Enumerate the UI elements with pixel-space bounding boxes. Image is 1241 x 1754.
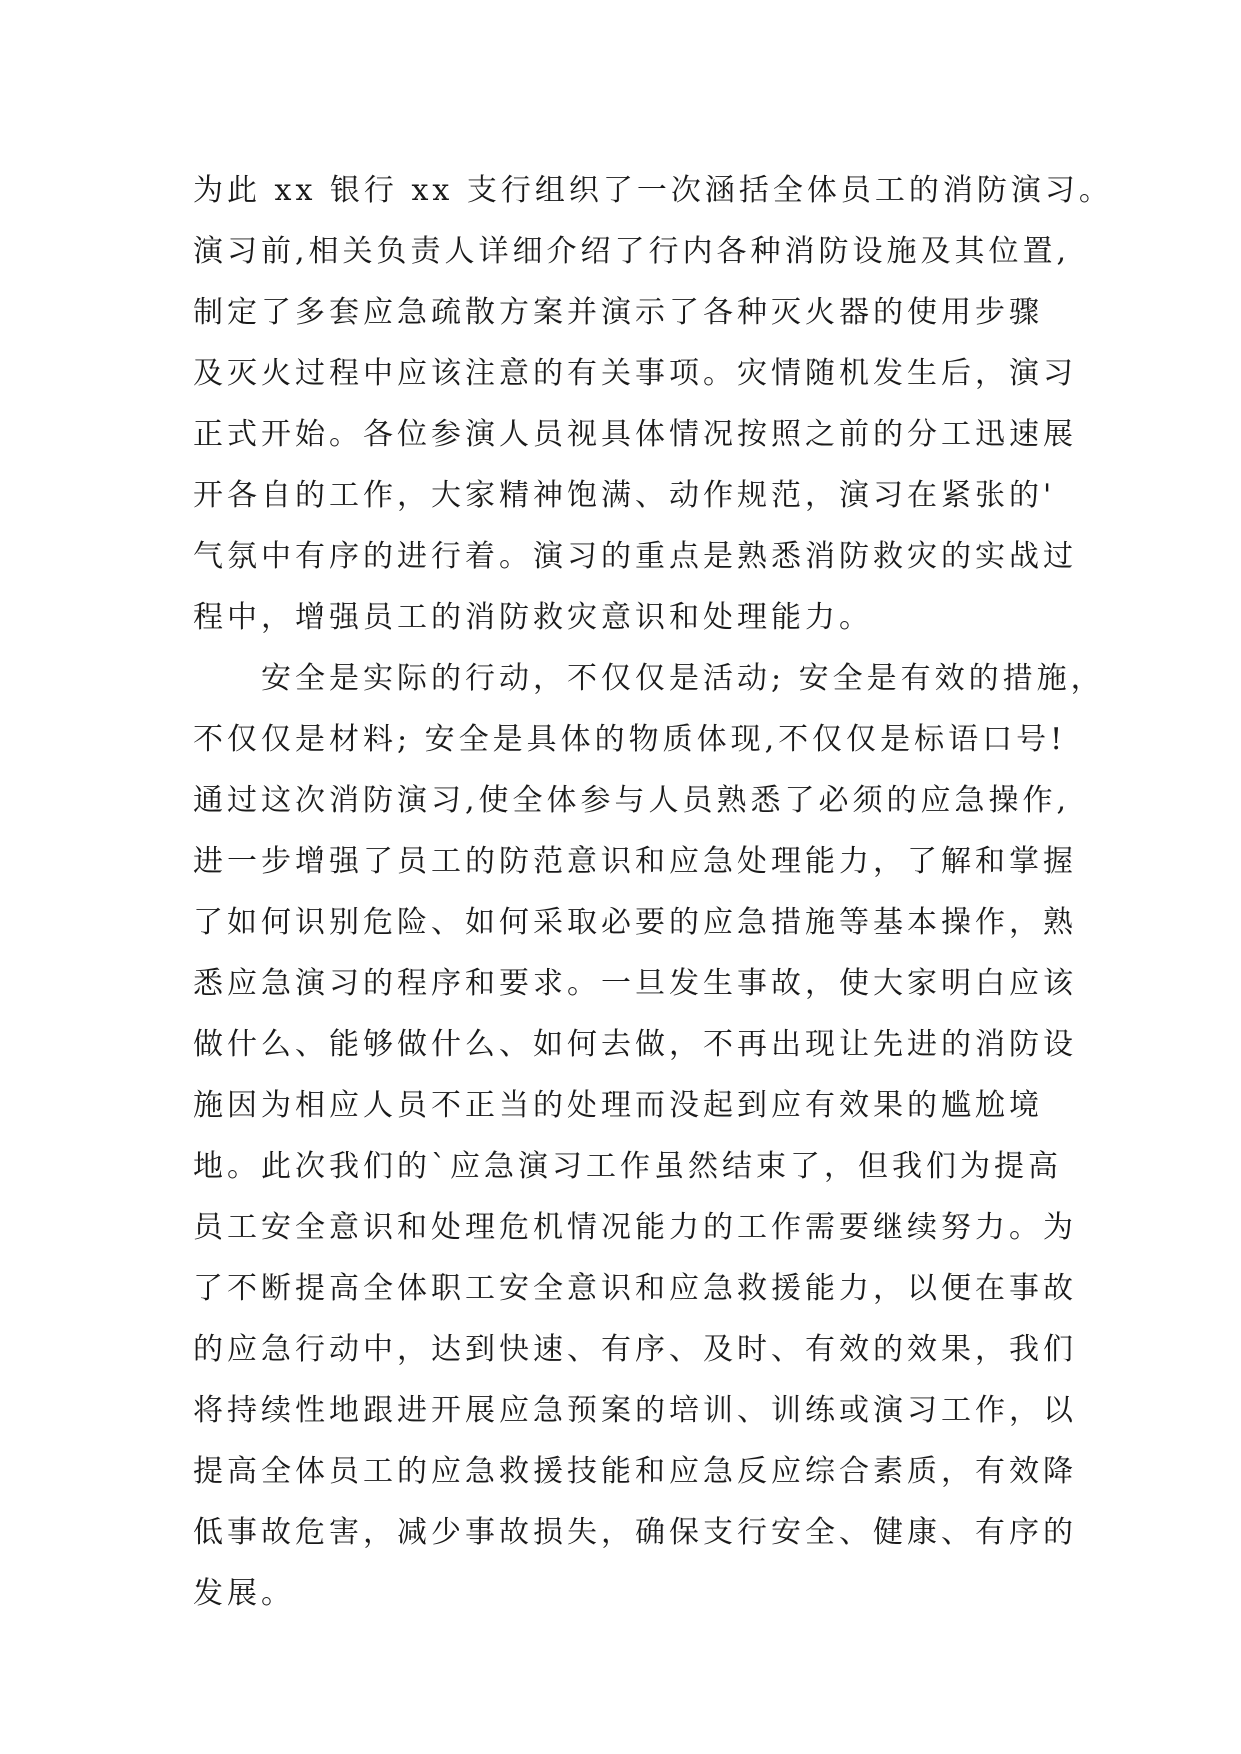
text-line: 了如何识别危险、如何采取必要的应急措施等基本操作，熟: [193, 905, 1077, 940]
text-line: 开各自的工作，大家精神饱满、动作规范，演习在紧张的': [193, 478, 1056, 513]
text-line: 通过这次消防演习,使全体参与人员熟悉了必须的应急操作,: [193, 783, 1071, 818]
text-line: 不仅仅是材料; 安全是具体的物质体现,不仅仅是标语口号!: [193, 722, 1067, 757]
text-line: 及灭火过程中应该注意的有关事项。灾情随机发生后，演习: [193, 356, 1077, 391]
text-line: 气氛中有序的进行着。演习的重点是熟悉消防救灾的实战过: [193, 539, 1077, 574]
text-line: 制定了多套应急疏散方案并演示了各种灭火器的使用步骤: [193, 295, 1043, 330]
text-line: 程中，增强员工的消防救灾意识和处理能力。: [193, 600, 873, 635]
text-line: 做什么、能够做什么、如何去做，不再出现让先进的消防设: [193, 1027, 1077, 1062]
text-line: 演习前,相关负责人详细介绍了行内各种消防设施及其位置,: [193, 234, 1071, 269]
document-body: [193, 160, 1113, 1624]
text-line: 地。此次我们的`应急演习工作虽然结束了，但我们为提高: [193, 1149, 1062, 1184]
text-line: 提高全体员工的应急救援技能和应急反应综合素质，有效降: [193, 1454, 1077, 1489]
text-line: 为此 xx 银行 xx 支行组织了一次涵括全体员工的消防演习。: [193, 173, 1113, 208]
text-line: 员工安全意识和处理危机情况能力的工作需要继续努力。为: [193, 1210, 1077, 1245]
text-line: 安全是实际的行动，不仅仅是活动; 安全是有效的措施，: [193, 661, 1105, 696]
paragraph-1: [193, 160, 1113, 648]
text-line: 进一步增强了员工的防范意识和应急处理能力，了解和掌握: [193, 844, 1077, 879]
text-line: 的应急行动中，达到快速、有序、及时、有效的效果，我们: [193, 1332, 1077, 1367]
text-line: 悉应急演习的程序和要求。一旦发生事故，使大家明白应该: [193, 966, 1077, 1001]
text-line: 施因为相应人员不正当的处理而没起到应有效果的尴尬境: [193, 1088, 1043, 1123]
text-line: 低事故危害，减少事故损失，确保支行安全、健康、有序的: [193, 1515, 1077, 1550]
paragraph-2: [193, 648, 1105, 1624]
text-line: 了不断提高全体职工安全意识和应急救援能力，以便在事故: [193, 1271, 1077, 1306]
text-line: 发展。: [193, 1576, 295, 1611]
text-line: 正式开始。各位参演人员视具体情况按照之前的分工迅速展: [193, 417, 1077, 452]
text-line: 将持续性地跟进开展应急预案的培训、训练或演习工作，以: [193, 1393, 1077, 1428]
